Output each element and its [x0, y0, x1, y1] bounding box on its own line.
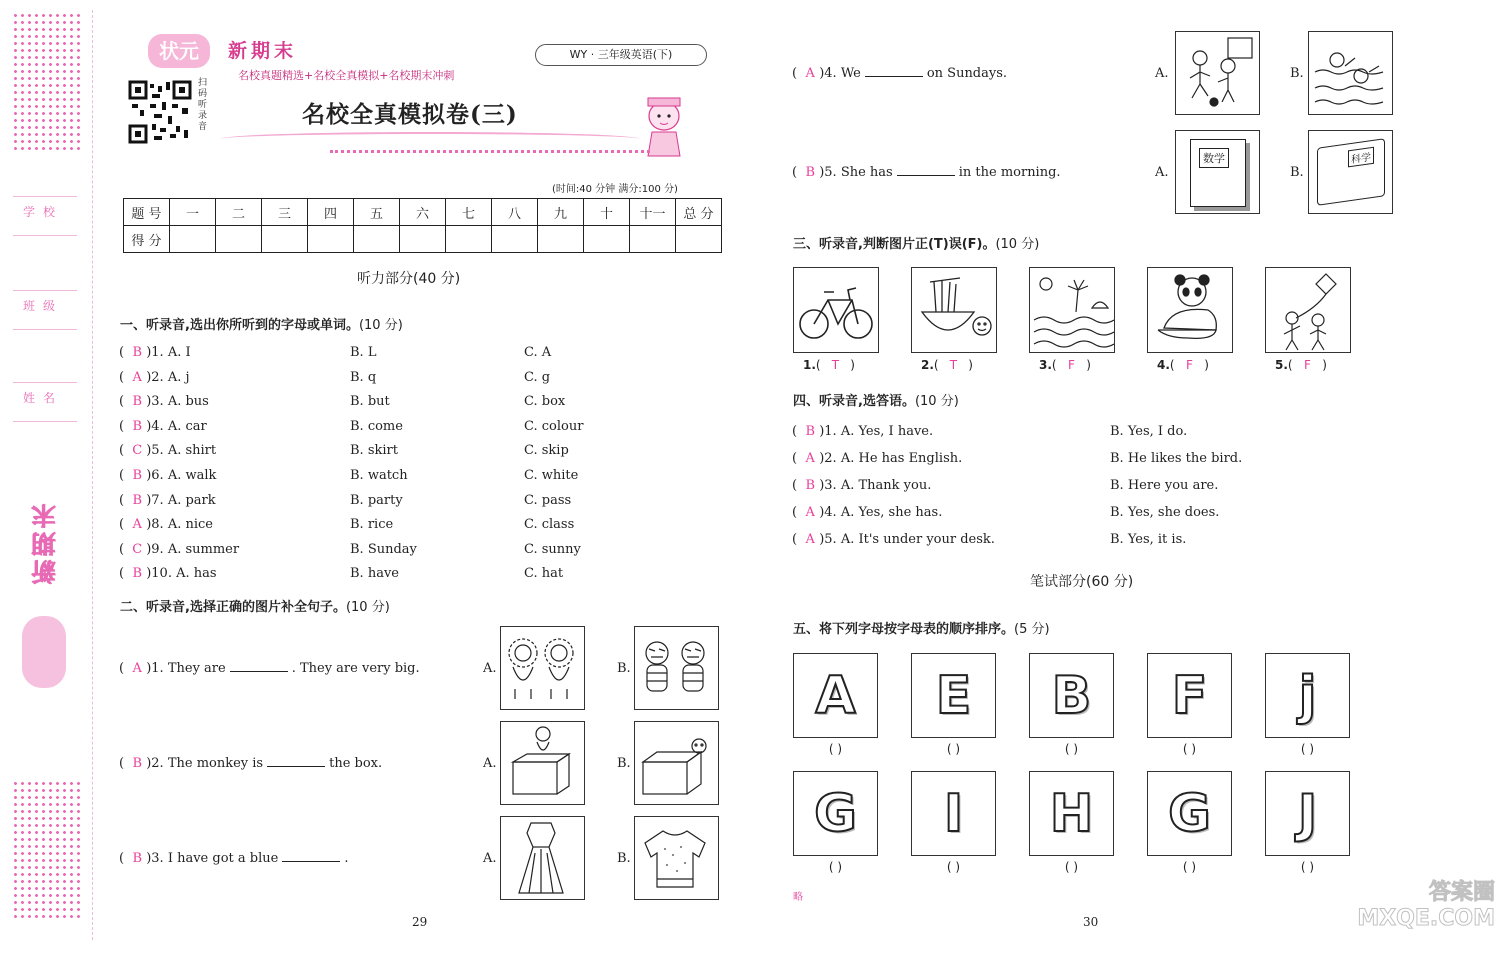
answer-mark[interactable]: C — [132, 541, 143, 557]
option-b: B. but — [350, 394, 390, 410]
option-b: B. rice — [350, 517, 394, 533]
science-book-label: 科学 — [1348, 147, 1374, 168]
score-header-cell: 十 — [584, 199, 630, 226]
option-b: B. come — [350, 418, 403, 434]
option-c: C. sunny — [524, 541, 581, 557]
decor-dots-bottom — [12, 780, 84, 920]
sentence-start: )2. The monkey is — [146, 756, 264, 771]
sentence-end: in the morning. — [958, 165, 1061, 180]
option-a: )2. A. j — [146, 369, 190, 385]
answer-mark[interactable]: A — [132, 369, 142, 385]
score-header-cell: 五 — [354, 199, 400, 226]
option-a: )10. A. has — [146, 566, 217, 582]
option-b-picture — [1309, 32, 1392, 115]
option-b-picture — [635, 627, 718, 709]
name-label: 姓名 — [13, 382, 77, 422]
bicycle-icon — [793, 267, 879, 353]
dress-icon[interactable] — [500, 816, 585, 900]
order-blank[interactable]: ( ) — [1064, 742, 1079, 756]
score-input-cell[interactable] — [400, 226, 446, 253]
beach-icon — [1029, 267, 1115, 353]
answer-mark[interactable]: A — [132, 661, 142, 676]
section1-item: ( B )6. A. walk — [119, 468, 217, 483]
section1-item: ( B )10. A. has — [119, 566, 217, 582]
option-a-picture — [1176, 32, 1259, 115]
exam-title: 名校全真模拟卷(三) — [302, 101, 518, 128]
score-header-cell: 六 — [400, 199, 446, 226]
listening-title: 听力部分(40 分) — [357, 271, 461, 287]
qr-note: 扫码听录音 — [198, 78, 208, 132]
section1-item: ( C )5. A. shirt — [119, 443, 217, 459]
answer-mark[interactable]: B — [132, 566, 142, 582]
sentence-end: the box. — [329, 756, 383, 771]
score-input-cell[interactable] — [584, 226, 630, 253]
letter-card: B — [1029, 653, 1114, 738]
open-book — [1317, 138, 1385, 206]
order-blank[interactable]: ( ) — [828, 860, 843, 874]
section3-picture — [912, 268, 996, 353]
option-a-label: A. — [483, 661, 497, 676]
section1-item: ( B )3. A. bus — [119, 394, 209, 410]
option-a-label: A. — [483, 851, 497, 866]
answer-mark[interactable]: A — [805, 451, 815, 466]
option-a-label: A. — [1155, 165, 1169, 180]
score-input-cell[interactable] — [170, 226, 216, 253]
sentence-end: . They are very big. — [291, 661, 420, 676]
order-blank[interactable]: ( ) — [828, 742, 843, 756]
score-header-cell: 九 — [538, 199, 584, 226]
option-b: B. watch — [350, 468, 408, 483]
letter-card: J — [1265, 771, 1350, 856]
order-blank[interactable]: ( ) — [946, 742, 961, 756]
section3-answer: 2.( T ) — [921, 358, 973, 372]
option-b: B. Yes, I do. — [1110, 424, 1188, 439]
section3-picture — [1148, 268, 1232, 353]
option-a-picture — [501, 722, 584, 804]
letter-card: G — [1147, 771, 1232, 856]
tagline: 名校真题精选+名校全真模拟+名校期末冲刺 — [238, 69, 455, 82]
answer-mark[interactable]: B — [132, 345, 142, 360]
answer-mark[interactable]: B — [132, 468, 142, 483]
letter-card: I — [911, 771, 996, 856]
score-input-cell[interactable] — [446, 226, 492, 253]
option-c: C. skip — [524, 443, 569, 459]
section4-title: 四、听录音,选答语。(10 分) — [793, 394, 959, 409]
option-b: B. He likes the bird. — [1110, 451, 1243, 466]
score-input-cell[interactable] — [308, 226, 354, 253]
score-input-cell[interactable] — [262, 226, 308, 253]
score-input-cell[interactable] — [630, 226, 676, 253]
title-ribbon — [220, 132, 640, 146]
section4-item: ( B )3. A. Thank you. — [792, 478, 932, 493]
section4-item: ( A )4. A. Yes, she has. — [792, 505, 943, 520]
option-a: )2. A. He has English. — [819, 451, 963, 466]
option-b: B. party — [350, 492, 403, 508]
section1-item: ( C )9. A. summer — [119, 541, 240, 557]
section1-item: ( B )1. A. I — [119, 345, 191, 360]
option-b: B. skirt — [350, 443, 398, 459]
sweater-icon[interactable] — [634, 816, 719, 900]
score-input-cell[interactable] — [676, 226, 722, 253]
option-a: )6. A. walk — [146, 468, 217, 483]
swimming-icon[interactable] — [1308, 31, 1393, 115]
scholar-mascot-icon — [636, 94, 692, 158]
answer-mark[interactable]: B — [132, 394, 142, 410]
fill-blank[interactable] — [230, 671, 288, 672]
option-b-label: B. — [617, 851, 631, 866]
section3-answer: 3.( F ) — [1039, 358, 1091, 372]
score-input-cell[interactable] — [492, 226, 538, 253]
section3-answer: 4.( F ) — [1157, 358, 1209, 372]
letter-card: E — [911, 653, 996, 738]
letter-card: j — [1265, 653, 1350, 738]
option-a: )3. A. Thank you. — [819, 478, 932, 493]
fill-blank[interactable] — [282, 861, 340, 862]
order-blank[interactable]: ( ) — [1182, 860, 1197, 874]
score-input-cell[interactable] — [216, 226, 262, 253]
brand-logo: 状元 — [148, 34, 210, 68]
written-title: 笔试部分(60 分) — [1030, 574, 1134, 590]
section3-picture — [1266, 268, 1350, 353]
watermark: 答案圈 MXQE.COM — [1357, 880, 1495, 931]
letter-card: A — [793, 653, 878, 738]
kite-kids-icon — [1265, 267, 1351, 353]
noodles-icon — [911, 267, 997, 353]
option-b: B. have — [350, 566, 399, 582]
order-blank[interactable]: ( ) — [946, 860, 961, 874]
score-header-cell: 三 — [262, 199, 308, 226]
score-header-cell: 十一 — [630, 199, 676, 226]
fill-blank[interactable] — [267, 766, 325, 767]
side-brand-badge — [22, 616, 66, 688]
fill-blank[interactable] — [865, 76, 923, 77]
score-header-cell: 总 分 — [676, 199, 722, 226]
book-cover — [1190, 139, 1246, 207]
option-a-label: A. — [1155, 66, 1169, 81]
option-b-label: B. — [1290, 66, 1304, 81]
option-c: C. box — [524, 394, 566, 410]
option-b-picture — [635, 722, 718, 804]
section4-item: ( A )2. A. He has English. — [792, 451, 963, 466]
side-brand-vertical: 新期末 — [32, 500, 60, 584]
section3-picture — [794, 268, 878, 353]
option-c: C. class — [524, 517, 575, 533]
sentence-start: )4. We — [819, 66, 861, 81]
option-a: )1. A. Yes, I have. — [819, 424, 934, 439]
school-label: 学校 — [13, 196, 77, 236]
option-a: )1. A. I — [146, 345, 191, 360]
page-number-right: 30 — [1083, 915, 1099, 929]
answer-mark[interactable]: B — [805, 478, 815, 493]
option-a: )4. A. Yes, she has. — [819, 505, 943, 520]
section2-item: ( A )1. They are . They are very big. — [119, 661, 420, 676]
score-table — [123, 198, 722, 253]
option-a: )3. A. bus — [146, 394, 209, 410]
option-c: C. A — [524, 345, 552, 360]
panda-cap-icon — [1147, 267, 1233, 353]
lions-icon[interactable] — [500, 626, 585, 710]
corner-note: 略 — [793, 892, 803, 903]
order-blank[interactable]: ( ) — [1300, 742, 1315, 756]
answer-mark[interactable]: B — [132, 756, 142, 771]
order-blank[interactable]: ( ) — [1300, 860, 1315, 874]
score-input-cell[interactable] — [354, 226, 400, 253]
score-header-cell: 题 号 — [124, 199, 170, 226]
tf-mark[interactable]: F — [1303, 358, 1311, 372]
tf-mark[interactable]: F — [1185, 358, 1193, 372]
math-book-label: 数学 — [1199, 148, 1229, 168]
fill-blank[interactable] — [897, 175, 955, 176]
monkey-on-box-icon[interactable] — [500, 721, 585, 805]
order-blank[interactable]: ( ) — [1182, 742, 1197, 756]
section1-item: ( B )7. A. park — [119, 492, 216, 508]
option-b: B. Here you are. — [1110, 478, 1219, 493]
option-b: B. L — [350, 345, 377, 360]
score-header-cell: 七 — [446, 199, 492, 226]
math-book-icon[interactable] — [1175, 130, 1260, 214]
option-a: )4. A. car — [146, 418, 207, 434]
answer-mark[interactable]: B — [132, 851, 142, 866]
monkey-behind-box-icon[interactable] — [634, 721, 719, 805]
answer-mark[interactable]: A — [805, 532, 815, 547]
page-number-left: 29 — [412, 915, 428, 929]
option-c: C. pass — [524, 492, 572, 508]
option-b-label: B. — [617, 756, 631, 771]
science-book-icon[interactable] — [1308, 130, 1393, 214]
brand-title: 新期末 — [228, 40, 298, 62]
side-dashed-line — [92, 10, 93, 940]
section2-item: ( B )5. She has in the morning. — [792, 165, 1061, 180]
class-label: 班级 — [13, 290, 77, 330]
section1-item: ( A )8. A. nice — [119, 517, 213, 533]
playing-football-icon[interactable] — [1175, 31, 1260, 115]
score-header-cell: 八 — [492, 199, 538, 226]
letter-card: F — [1147, 653, 1232, 738]
section1-item: ( B )4. A. car — [119, 418, 207, 434]
section2-title: 二、听录音,选择正确的图片补全句子。(10 分) — [120, 600, 390, 615]
answer-mark[interactable]: B — [805, 165, 815, 180]
option-a: )5. A. shirt — [146, 443, 217, 459]
score-header-cell: 一 — [170, 199, 216, 226]
section2-item: ( B )2. The monkey is the box. — [119, 756, 383, 771]
option-b-label: B. — [1290, 165, 1304, 180]
section2-item: ( B )3. I have got a blue . — [119, 851, 349, 866]
option-a: )5. A. It's under your desk. — [819, 532, 995, 547]
sentence-end: on Sundays. — [926, 66, 1008, 81]
tf-mark[interactable]: T — [949, 358, 958, 372]
answer-mark[interactable]: A — [805, 66, 815, 81]
section4-item: ( B )1. A. Yes, I have. — [792, 424, 934, 439]
option-b-label: B. — [617, 661, 631, 676]
option-a: )8. A. nice — [146, 517, 213, 533]
letter-card: H — [1029, 771, 1114, 856]
option-a: )7. A. park — [146, 492, 216, 508]
section3-answer: 1.( T ) — [803, 358, 855, 372]
section3-title: 三、听录音,判断图片正(T)误(F)。(10 分) — [793, 237, 1040, 252]
tf-mark[interactable]: T — [831, 358, 840, 372]
option-b: B. Yes, it is. — [1110, 532, 1187, 547]
option-b: B. Yes, she does. — [1110, 505, 1220, 520]
tigers-icon[interactable] — [634, 626, 719, 710]
section5-title: 五、将下列字母按字母表的顺序排序。(5 分) — [793, 622, 1050, 637]
section2-item: ( A )4. We on Sundays. — [792, 66, 1008, 81]
answer-mark[interactable]: B — [132, 418, 142, 434]
score-header-cell: 二 — [216, 199, 262, 226]
option-b-picture — [635, 817, 718, 900]
sentence-start: )5. She has — [819, 165, 893, 180]
section4-item: ( A )5. A. It's under your desk. — [792, 532, 995, 547]
sentence-start: )3. I have got a blue — [146, 851, 279, 866]
score-header-cell: 四 — [308, 199, 354, 226]
section3-picture — [1030, 268, 1114, 353]
score-input-cell[interactable] — [538, 226, 584, 253]
time-info: (时间:40 分钟 满分:100 分) — [552, 184, 678, 195]
option-a-picture — [501, 817, 584, 900]
dotted-rule — [330, 150, 650, 153]
option-b: B. q — [350, 369, 377, 385]
section1-item: ( A )2. A. j — [119, 369, 190, 385]
decor-dots-top — [12, 12, 84, 152]
option-a-label: A. — [483, 756, 497, 771]
order-blank[interactable]: ( ) — [1064, 860, 1079, 874]
sentence-start: )1. They are — [146, 661, 226, 676]
option-c: C. hat — [524, 566, 564, 582]
answer-mark[interactable]: B — [132, 492, 142, 508]
grade-badge: WY · 三年级英语(下) — [535, 44, 707, 66]
score-row-label: 得 分 — [124, 226, 170, 253]
answer-mark[interactable]: C — [132, 443, 143, 459]
tf-mark[interactable]: F — [1067, 358, 1075, 372]
option-a-picture — [501, 627, 584, 709]
option-c: C. colour — [524, 418, 584, 434]
option-a: )9. A. summer — [146, 541, 240, 557]
option-b: B. Sunday — [350, 541, 417, 557]
sentence-end: . — [344, 851, 349, 866]
option-c: C. white — [524, 468, 579, 483]
letter-card: G — [793, 771, 878, 856]
qr-code-icon — [128, 80, 192, 144]
answer-mark[interactable]: A — [805, 505, 815, 520]
answer-mark[interactable]: A — [132, 517, 142, 533]
section1-title: 一、听录音,选出你所听到的字母或单词。(10 分) — [120, 318, 403, 333]
section3-answer: 5.( F ) — [1275, 358, 1327, 372]
answer-mark[interactable]: B — [805, 424, 815, 439]
option-c: C. g — [524, 369, 551, 385]
